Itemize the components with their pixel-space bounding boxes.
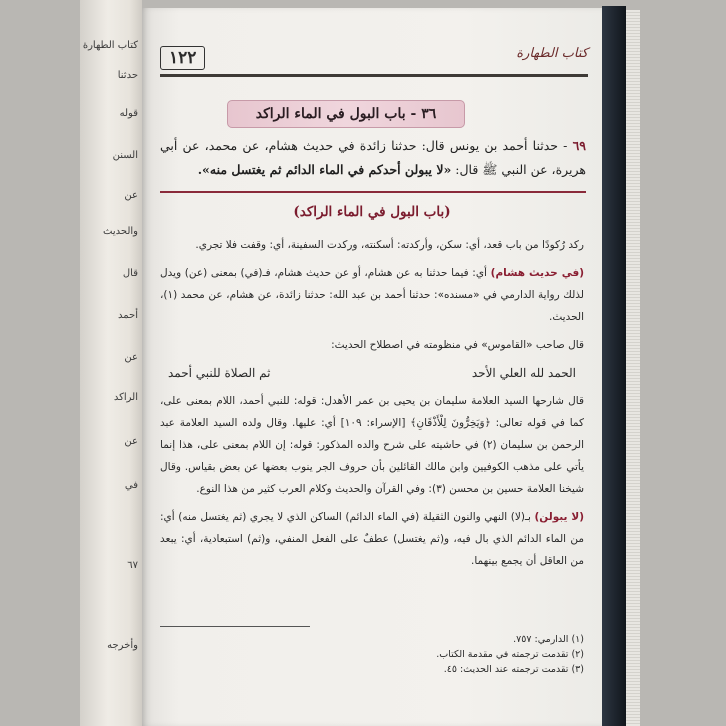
left-page-fragment: أحمد [118, 310, 138, 321]
chapter-title: ٣٦ - باب البول في الماء الراكد [227, 100, 465, 128]
poem-verse [168, 362, 576, 384]
left-page-fragment: في [124, 480, 138, 491]
section-divider [160, 191, 586, 193]
commentary-paragraph: (لا يبولن) بـ(لا) النهي والنون الثقيلة (في الماء الدائم) الساكن الذي لا يجري (ثم يغتسل منه) أي: من الماء الدائم الذي بال فيه، و(ثم يغتسل) عطفٌ على الفعل المنفي، و(ثم) استبعادية، أي: يبعد من العاقل أن يجمع بينهما. [160, 511, 584, 567]
commentary-paragraph: قال صاحب «القاموس» في منظومته في اصطلاح الحديث: [331, 339, 584, 351]
left-page-fragment: كتاب الطهارة [82, 40, 138, 51]
hadith-text: ٦٩ - حدثنا أحمد بن يونس قال: حدثنا زائدة في حديث هشام، عن محمد، عن أبي هريرة، عن النبي ﷺ قال: «لا يبولن أحدكم في الماء الدائم ثم يغتسل منه». [160, 138, 586, 177]
commentary-body [160, 234, 584, 578]
footnote: (٣) تقدمت ترجمته عند الحديث: ٤٥. [443, 664, 584, 675]
left-page-fragment: عن [124, 352, 138, 363]
left-page-fragment: ٦٧ [127, 560, 138, 571]
book-page [142, 8, 602, 726]
hadith-isnad: حدثنا أحمد بن يونس قال: حدثنا زائدة في حديث هشام، عن محمد، عن أبي هريرة، عن النبي ﷺ قال: [160, 138, 586, 177]
book-cover-edge [602, 6, 626, 726]
page-stack-edge [626, 10, 640, 726]
commentary-paragraph: ركد رُكودًا من باب قعد، أي: سكن، وأركدته: أسكنته، وركدت السفينة، أي: وقفت فلا تجري. [195, 239, 584, 251]
left-page-fragment: الراكد [113, 392, 138, 403]
commentary-paragraph: قال شارحها السيد العلامة سليمان بن يحيى بن عمر الأهدل: قوله: للنبي أحمد، اللام بمعنى على، كما في قوله تعالى: ﴿وَيَخِرُّونَ لِلْأَذْقَانِ﴾ [الإسراء: ١٠٩] أي: عليها. وقال ولده السيد العلامة عبد الرحمن بن سليمان (٢) في حاشيته على شرح والده المذكور: قوله: إن اللام بمعنى على، هذا إنما يأتي على مذهب الكوفيين وابن مالك القائلين بأن حروف الجر ينوب بعضها عن بعض بقياس. وقال شيخنا العلامة حسين بن محسن (٣): وفي القرآن والحديث وكلام العرب كثير من هذا النوع. [160, 395, 584, 495]
verse-hemistich-left: ثم الصلاة للنبي أحمد [168, 366, 271, 380]
left-page-fragment: والحديث [103, 226, 138, 237]
commentary-heading: (باب البول في الماء الراكد) [293, 204, 451, 220]
left-page-edge [80, 0, 142, 726]
book-title: كتاب الطهارة [516, 46, 588, 61]
header-rule [160, 74, 588, 77]
footnote-rule [160, 626, 310, 627]
verse-hemistich-right: الحمد لله العلي الأحد [471, 366, 576, 380]
left-page-fragment: عن [124, 436, 138, 447]
hadith-matn: «لا يبولن أحدكم في الماء الدائم ثم يغتسل منه». [197, 162, 452, 177]
left-page-fragment: عن [124, 190, 138, 201]
left-page-fragment: حدثنا [117, 70, 138, 81]
left-page-fragment: وأخرجه [107, 640, 138, 651]
footnotes [160, 632, 584, 677]
footnote: (٢) تقدمت ترجمته في مقدمة الكتاب. [436, 649, 584, 660]
commentary-paragraph: (في حديث هشام) أي: فيما حدثنا به عن هشام، أو عن حديث هشام، فـ(في) بمعنى (عن) ويدل لذلك رواية الدارمي في «مسنده»: حدثنا أحمد بن عبد الله: حدثنا زائدة، عن هشام، عن محمد (١)، الحديث. [160, 267, 584, 323]
footnote: (١) الدارمي: ٧٥٧. [513, 634, 584, 645]
left-page-fragment: السنن [112, 150, 138, 161]
page-number: ١٢٢ [160, 46, 205, 70]
left-page-fragment: قال [122, 268, 138, 279]
running-header [160, 46, 588, 72]
hadith-number: ٦٩ [572, 138, 586, 153]
left-page-fragment: قوله [119, 108, 138, 119]
